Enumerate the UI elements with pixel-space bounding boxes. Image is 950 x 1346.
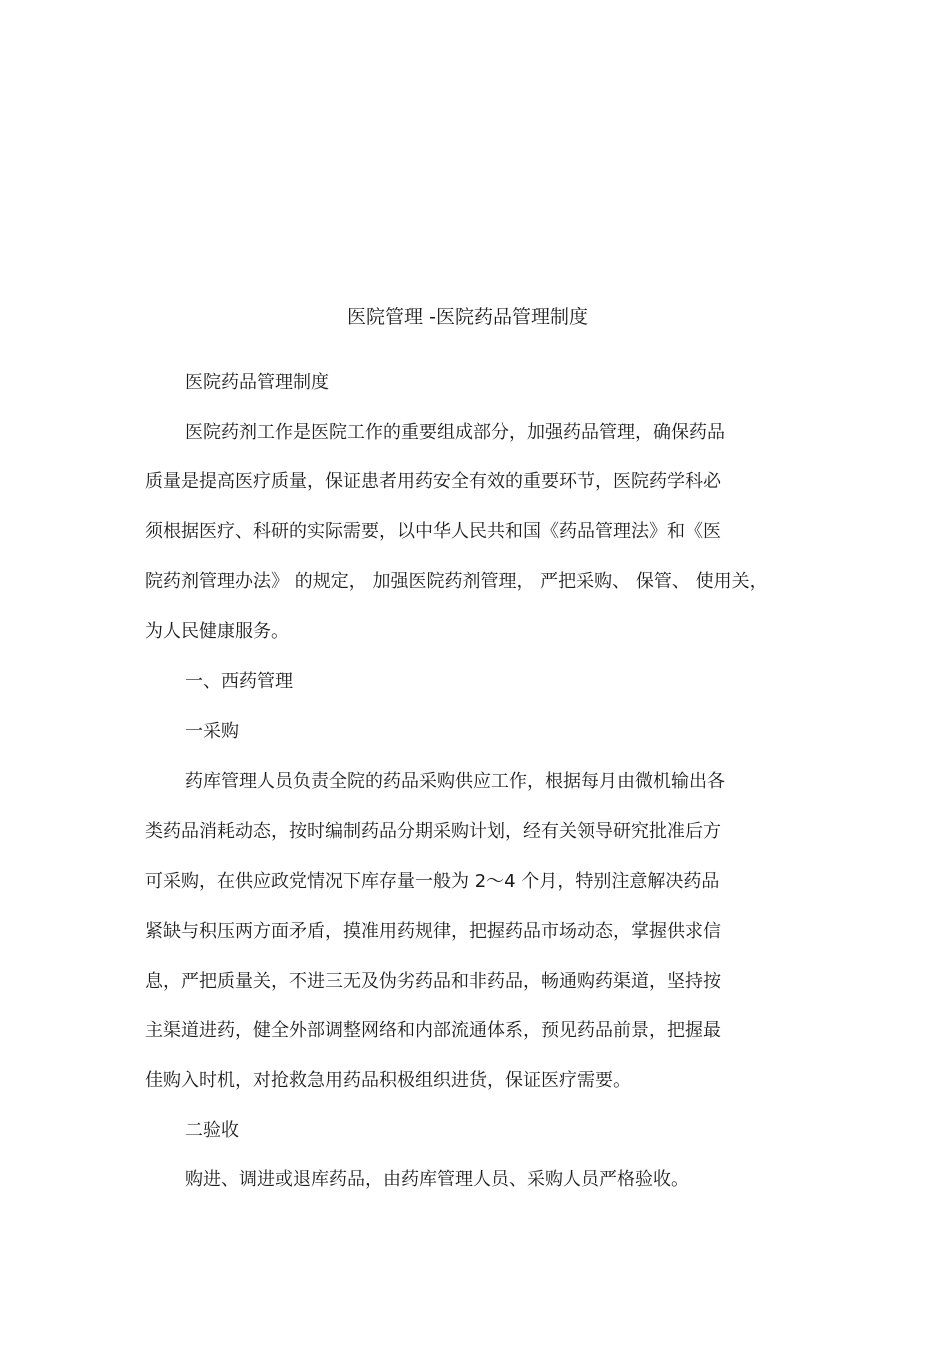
paragraph-line: 息，严把质量关，不进三无及伪劣药品和非药品，畅通购药渠道，坚持按 (145, 971, 721, 992)
paragraph-line: 药库管理人员负责全院的药品采购供应工作，根据每月由微机输出各 (185, 771, 725, 792)
subsection-title: 二验收 (185, 1120, 239, 1141)
paragraph-line: 佳购入时机，对抢救急用药品积极组织进货，保证医疗需要。 (145, 1070, 631, 1091)
paragraph-line: 可采购，在供应政党情况下库存量一般为 2～4 个月，特别注意解决药品 (145, 871, 720, 892)
section-title: 一、西药管理 (185, 671, 293, 692)
paragraph-line: 紧缺与积压两方面矛盾，摸准用药规律，把握药品市场动态，掌握供求信 (145, 921, 721, 942)
paragraph-line: 购进、调进或退库药品，由药库管理人员、采购人员严格验收。 (185, 1169, 689, 1190)
subsection-title: 一采购 (185, 721, 239, 742)
document-title: 医院管理 -医院药品管理制度 (347, 306, 588, 328)
paragraph-line: 质量是提高医疗质量，保证患者用药安全有效的重要环节，医院药学科必 (145, 471, 721, 492)
paragraph-line: 类药品消耗动态，按时编制药品分期采购计划，经有关领导研究批准后方 (145, 821, 721, 842)
section-heading: 医院药品管理制度 (185, 372, 329, 393)
paragraph-line: 院药剂管理办法》 的规定， 加强医院药剂管理， 严把采购、 保管、 使用关， (145, 571, 768, 592)
paragraph-line: 为人民健康服务。 (145, 621, 289, 642)
paragraph-line: 主渠道进药，健全外部调整网络和内部流通体系，预见药品前景，把握最 (145, 1020, 721, 1041)
paragraph-line: 须根据医疗、科研的实际需要，以中华人民共和国《药品管理法》和《医 (145, 521, 721, 542)
paragraph-line: 医院药剂工作是医院工作的重要组成部分，加强药品管理，确保药品 (185, 422, 725, 443)
